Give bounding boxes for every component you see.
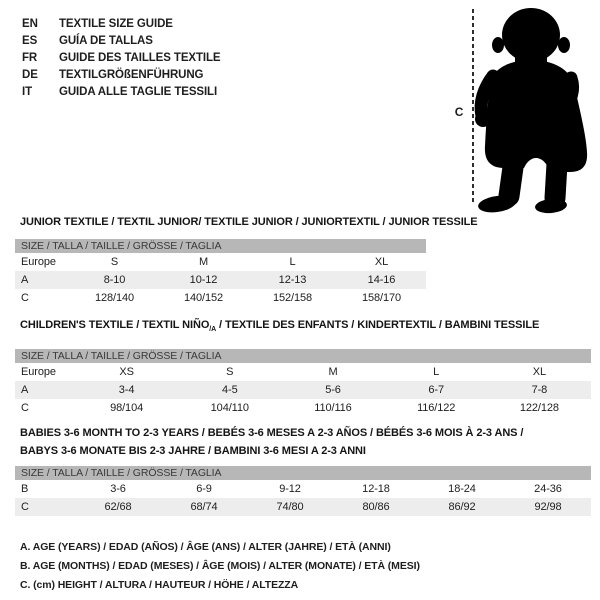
children-table-title [20,319,539,333]
table-cell: 3-6 [110,483,126,495]
babies-size-table [15,466,591,516]
table-cell: 24-36 [534,483,562,495]
junior-size-table [15,239,426,307]
table-cell: S [226,366,234,378]
junior-size-header-bar: SIZE / TALLA / TAILLE / GRÖSSE / TAGLIA [15,239,426,253]
guide-title-en: TEXTILE SIZE GUIDE [59,17,173,30]
babies-title-line1: BABIES 3-6 MONTH TO 2-3 YEARS / BEBÉS 3-6 MESES A 2-3 AÑOS / BÉBÉS 3-6 MOIS À 2-3 ANS / [20,427,524,439]
table-cell: 8-10 [103,274,126,286]
table-cell: 110/116 [314,402,352,414]
junior-table-title: JUNIOR TEXTILE / TEXTIL JUNIOR/ TEXTILE JUNIOR / JUNIORTEXTIL / JUNIOR TESSILE [20,216,478,228]
table-cell: 92/98 [534,501,562,513]
table-cell: 116/122 [417,402,456,414]
babies-size-header-bar: SIZE / TALLA / TAILLE / GRÖSSE / TAGLIA [15,466,591,480]
row-label: C [21,402,29,414]
table-cell: 6-7 [428,384,444,396]
guide-title-es: GUÍA DE TALLAS [59,34,153,47]
table-row [15,399,591,417]
table-cell: 3-4 [118,384,135,396]
table-cell: 86/92 [448,501,476,513]
guide-title-it: GUIDA ALLE TAGLIE TESSILI [59,85,218,98]
language-code: ES [22,34,38,47]
table-cell: 18-24 [448,483,476,495]
row-label: Europe [21,256,56,268]
language-row-es [22,32,221,49]
table-cell: 6-9 [196,483,212,495]
footnote-legend [20,538,420,595]
children-title-pre: CHILDREN'S TEXTILE / TEXTIL NIÑO [20,319,210,331]
table-cell: L [289,256,296,268]
table-cell: 4-5 [221,384,238,396]
table-cell: 10-12 [189,274,218,286]
language-title-list [22,15,221,100]
table-cell: 7-8 [531,384,548,396]
table-cell: L [433,366,440,378]
table-cell: 74/80 [276,501,304,513]
table-cell: S [110,256,119,268]
table-cell: 140/152 [183,292,224,304]
table-row [15,253,426,271]
guide-title-fr: GUIDE DES TAILLES TEXTILE [59,51,221,64]
table-cell: 5-6 [325,384,341,396]
language-row-en [22,15,221,32]
table-cell: 14-16 [367,274,396,286]
table-row [15,271,426,289]
language-code: FR [22,51,38,64]
row-label: B [21,483,29,495]
table-cell: 9-12 [279,483,301,495]
row-label: A [21,384,29,396]
table-cell: M [198,256,209,268]
table-cell: 128/140 [94,292,135,304]
children-size-table [15,349,591,417]
table-cell: 68/74 [190,501,218,513]
babies-table-title [20,424,523,460]
children-title-post: / TEXTILE DES ENFANTS / KINDERTEXTIL / BAMBINI TESSILE [216,319,540,331]
table-cell: 122/128 [519,402,559,414]
table-cell: 158/170 [361,292,402,304]
language-code: EN [22,17,38,30]
table-cell: 12-18 [362,483,390,495]
children-size-header-bar: SIZE / TALLA / TAILLE / GRÖSSE / TAGLIA [15,349,591,363]
language-row-it [22,83,221,100]
language-row-fr [22,49,221,66]
table-row [15,381,591,399]
row-label: Europe [21,366,56,378]
language-code: DE [22,68,38,81]
baby-silhouette [470,4,600,214]
babies-title-line2: BABYS 3-6 MONATE BIS 2-3 JAHRE / BAMBINI 3-6 MESI A 2-3 ANNI [20,445,366,457]
table-cell: 98/104 [110,402,144,414]
table-cell: XS [119,366,134,378]
language-code: IT [22,85,33,98]
table-row [15,498,591,516]
table-cell: 62/68 [104,501,132,513]
table-row [15,363,591,381]
table-cell: XL [374,256,389,268]
table-row [15,289,426,307]
table-cell: 104/110 [210,402,249,414]
table-row [15,480,591,498]
row-label: C [21,501,29,513]
guide-title-de: TEXTILGRÖßENFÜHRUNG [59,68,204,81]
table-cell: XL [532,366,547,378]
table-cell: M [328,366,338,378]
language-row-de [22,66,221,83]
children-title-sub: /A [209,326,217,334]
row-label: C [21,292,29,304]
footnote-b: B. AGE (MONTHS) / EDAD (MESES) / ÂGE (MOIS) / ALTER (MONATE) / ETÀ (MESI) [20,560,420,572]
table-cell: 12-13 [278,274,307,286]
row-label: A [21,274,29,286]
table-cell: 80/86 [362,501,390,513]
table-cell: 152/158 [272,292,313,304]
footnote-c: C. (cm) HEIGHT / ALTURA / HAUTEUR / HÖHE / ALTEZZA [20,579,299,591]
height-measure-label: C [454,105,464,119]
footnote-a: A. AGE (YEARS) / EDAD (AÑOS) / ÂGE (ANS) / ALTER (JAHRE) / ETÀ (ANNI) [20,541,391,553]
